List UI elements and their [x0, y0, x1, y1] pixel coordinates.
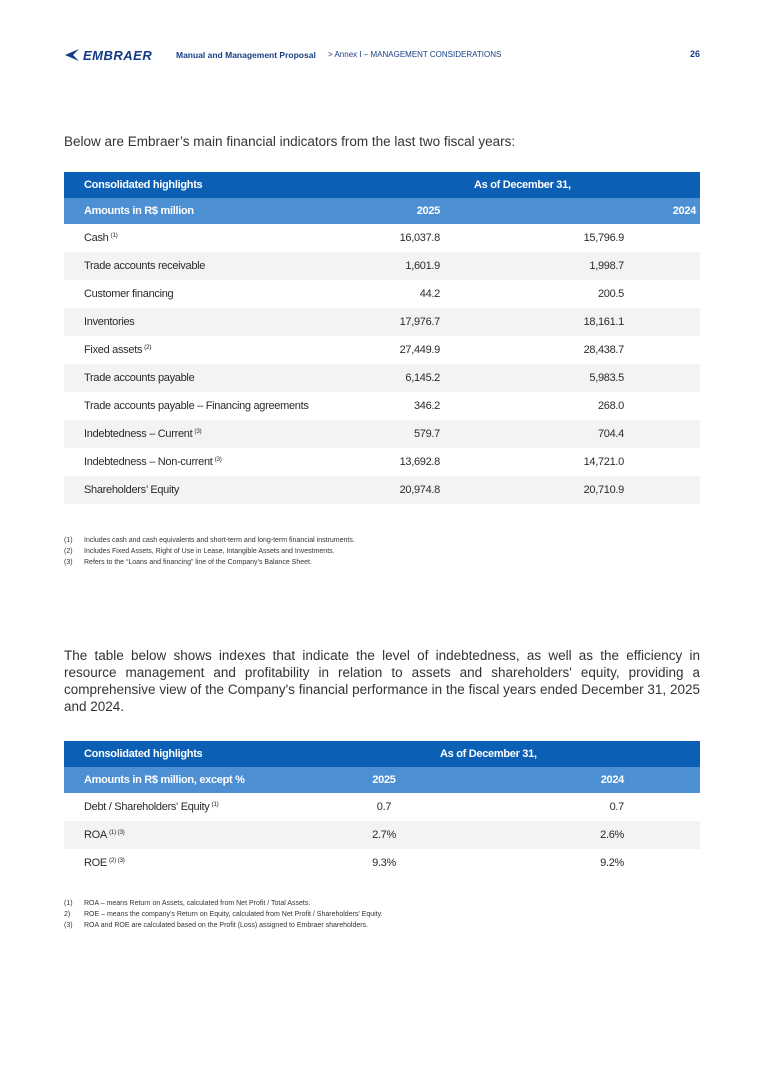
row-label: Fixed assets — [84, 344, 143, 356]
row-label-cell — [64, 420, 364, 448]
year-2024-header: 2024 — [464, 767, 700, 793]
table-row — [64, 364, 700, 392]
value-2024: 9.2% — [600, 857, 624, 869]
value-2025: 27,449.9 — [399, 344, 440, 356]
row-label-cell — [64, 821, 304, 849]
footnote — [64, 535, 700, 546]
financial-highlights-table — [64, 172, 700, 504]
table2-footnotes — [64, 898, 700, 931]
footnote — [64, 920, 700, 931]
row-label: Trade accounts payable — [84, 372, 195, 384]
page-header — [64, 44, 700, 66]
table-row — [64, 392, 700, 420]
footnote-ref: (1) (3) — [108, 829, 125, 836]
column-label: Amounts in R$ million — [64, 198, 364, 224]
table1-footnotes — [64, 535, 700, 568]
table-header-label: Consolidated highlights — [64, 741, 304, 767]
value-2024: 0.7 — [609, 801, 624, 813]
footnote — [64, 909, 700, 920]
footnote-text: ROA – means Return on Assets, calculated from Net Profit / Total Assets. — [84, 900, 311, 907]
footnote-text: Includes cash and cash equivalents and short-term and long-term financial instruments. — [84, 537, 355, 544]
value-2024: 704.4 — [444, 420, 700, 448]
row-label-cell — [64, 364, 364, 392]
table-row — [64, 280, 700, 308]
row-label-cell — [64, 849, 304, 877]
footnote-number: (1) — [64, 537, 73, 544]
table-header-row — [64, 172, 700, 198]
value-2025: 20,974.8 — [364, 476, 444, 504]
row-label: Trade accounts receivable — [84, 260, 206, 272]
intro-paragraph-1: Below are Embraer’s main financial indicators from the last two fiscal years: — [64, 134, 516, 149]
table-row — [64, 420, 700, 448]
table-header-row — [64, 741, 700, 767]
year-2024-header: 2024 — [444, 198, 700, 224]
value-2025: 16,037.8 — [399, 232, 440, 244]
footnote — [64, 546, 700, 557]
embraer-wing-icon — [64, 48, 80, 62]
footnote — [64, 557, 700, 568]
footnote-number: 2) — [64, 911, 71, 918]
value-2025: 9.3% — [372, 857, 396, 869]
table-row — [64, 448, 700, 476]
value-2025: 346.2 — [413, 400, 440, 412]
row-label-cell — [64, 476, 364, 504]
row-label-cell — [64, 392, 364, 420]
footnote-text: Refers to the “Loans and financing” line of the Company’s Balance Sheet. — [84, 559, 312, 566]
table-row — [64, 476, 700, 504]
footnote-number: (3) — [64, 559, 73, 566]
row-label-cell — [64, 308, 364, 336]
row-label: ROE — [84, 857, 107, 869]
value-2024: 1,998.7 — [444, 252, 700, 280]
breadcrumb: > Annex I – MANAGEMENT CONSIDERATIONS — [328, 50, 502, 59]
table-header-label: Consolidated highlights — [64, 172, 364, 198]
value-2024: 268.0 — [597, 400, 624, 412]
footnote-text: ROE – means the company’s Return on Equity, calculated from Net Profit / Shareholders’ Equity. — [84, 911, 383, 918]
value-2024: 200.5 — [597, 288, 624, 300]
row-label-cell — [64, 793, 304, 821]
table-row — [64, 224, 700, 252]
table-group-header: As of December 31, — [304, 741, 700, 767]
row-label: Shareholders’ Equity — [84, 484, 180, 496]
value-2025: 44.2 — [419, 288, 440, 300]
value-2025: 2.7% — [304, 821, 464, 849]
row-label-cell — [64, 336, 364, 364]
row-label-cell — [64, 252, 364, 280]
footnote-ref: (3) — [214, 456, 222, 463]
row-label: Trade accounts payable – Financing agreements — [84, 400, 309, 412]
row-label-cell — [64, 448, 364, 476]
table-group-header: As of December 31, — [364, 172, 700, 198]
indexes-table — [64, 741, 700, 877]
footnote-ref: (1) — [211, 801, 219, 808]
value-2025: 579.7 — [364, 420, 444, 448]
column-label: Amounts in R$ million, except % — [64, 767, 304, 793]
table-row — [64, 308, 700, 336]
year-2025-header: 2025 — [304, 767, 464, 793]
logo-text: EMBRAER — [83, 47, 153, 63]
value-2025: 17,976.7 — [364, 308, 444, 336]
table-row — [64, 821, 700, 849]
embraer-logo — [64, 46, 152, 64]
row-label-cell — [64, 280, 364, 308]
value-2024: 20,710.9 — [444, 476, 700, 504]
value-2025: 1,601.9 — [364, 252, 444, 280]
footnote-ref: (2) — [144, 344, 152, 351]
footnote-ref: (3) — [194, 428, 202, 435]
value-2024: 28,438.7 — [583, 344, 624, 356]
value-2024: 5,983.5 — [444, 364, 700, 392]
value-2024: 2.6% — [464, 821, 700, 849]
row-label-cell — [64, 224, 364, 252]
row-label: Indebtedness – Current — [84, 428, 193, 440]
footnote-text: ROA and ROE are calculated based on the Profit (Loss) assigned to Embraer shareholders. — [84, 922, 369, 929]
page-number: 26 — [689, 49, 700, 59]
value-2025: 13,692.8 — [399, 456, 440, 468]
table-row — [64, 336, 700, 364]
intro-paragraph-2: The table below shows indexes that indicate the level of indebtedness, as well as the efficiency in resource management and profitability in relation to assets and shareholders' equity, providing a comprehensive view of the Company's financial performance in the fiscal years ended December 31, 2025 and 2024. — [64, 648, 700, 714]
footnote — [64, 898, 700, 909]
value-2025: 6,145.2 — [364, 364, 444, 392]
year-2025-header: 2025 — [364, 198, 444, 224]
table-row — [64, 849, 700, 877]
value-2024: 14,721.0 — [583, 456, 624, 468]
row-label: ROA — [84, 829, 107, 841]
table-row — [64, 252, 700, 280]
row-label: Inventories — [84, 316, 135, 328]
value-2025: 0.7 — [376, 801, 392, 813]
row-label: Debt / Shareholders' Equity — [84, 801, 210, 813]
value-2024: 18,161.1 — [444, 308, 700, 336]
footnote-ref: (2) (3) — [108, 857, 125, 864]
row-label: Cash — [84, 232, 109, 244]
table-subheader-row — [64, 198, 700, 224]
footnote-ref: (1) — [110, 232, 118, 239]
table-row — [64, 793, 700, 821]
footnote-number: (2) — [64, 548, 73, 555]
document-title: Manual and Management Proposal — [176, 50, 316, 60]
footnote-text: Includes Fixed Assets, Right of Use in Lease, Intangible Assets and Investments. — [84, 548, 335, 555]
footnote-number: (1) — [64, 900, 73, 907]
row-label: Customer financing — [84, 288, 174, 300]
table-subheader-row — [64, 767, 700, 793]
row-label: Indebtedness – Non-current — [84, 456, 213, 468]
value-2024: 15,796.9 — [583, 232, 624, 244]
footnote-number: (3) — [64, 922, 73, 929]
